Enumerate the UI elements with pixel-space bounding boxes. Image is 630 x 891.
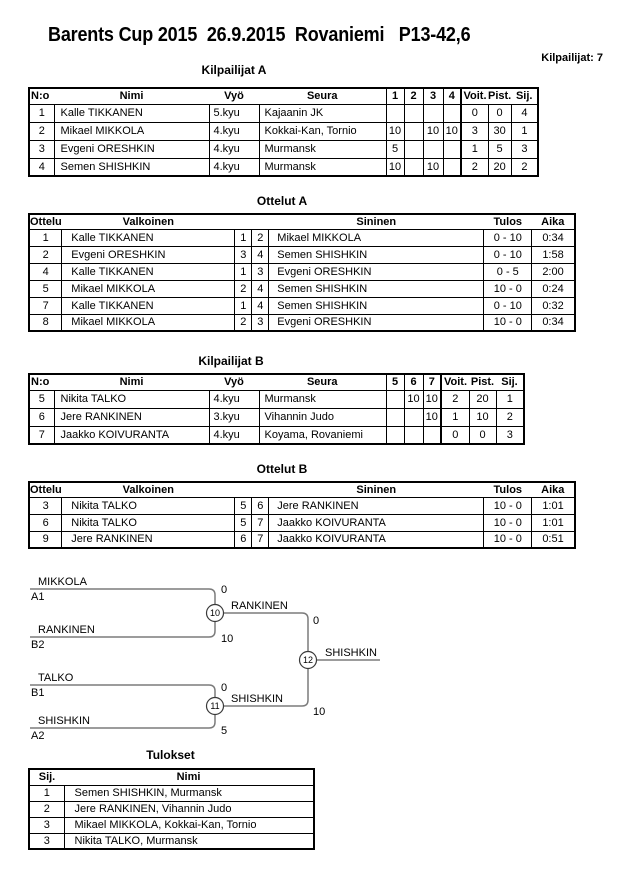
table-cell	[404, 408, 423, 426]
table-cell: 3	[252, 263, 269, 280]
table-cell: 3	[461, 122, 488, 140]
table-cell: Mikael MIKKOLA	[62, 280, 235, 297]
table-cell: 3	[496, 426, 524, 444]
table-row	[29, 263, 575, 280]
table-cell: Semen SHISHKIN	[269, 297, 484, 314]
table-cell: 4	[29, 158, 54, 176]
table-cell: 3.kyu	[209, 408, 259, 426]
table-header-row	[29, 482, 575, 497]
table-cell: Nikita TALKO	[62, 497, 235, 514]
bracket-entry-name: TALKO	[38, 672, 74, 684]
table-cell: 0 - 10	[484, 229, 532, 246]
table-cell	[443, 158, 461, 176]
column-header: 1	[386, 88, 404, 104]
bracket-match-number: 12	[302, 655, 314, 665]
table-cell: 6	[29, 514, 62, 531]
table-row	[29, 531, 575, 548]
table-row	[29, 408, 524, 426]
column-header: 3	[423, 88, 443, 104]
table-cell: 7	[252, 531, 269, 548]
table-cell	[404, 122, 423, 140]
bracket-seed-label: B1	[31, 687, 45, 699]
table-header-row	[29, 88, 538, 104]
table-cell: 3	[235, 246, 252, 263]
table-ottelut-b	[28, 481, 576, 549]
table-cell: Kalle TIKKANEN	[62, 263, 235, 280]
table-cell: 5	[488, 140, 511, 158]
table-cell: 0 - 10	[484, 297, 532, 314]
table-cell: 1	[441, 408, 469, 426]
table-cell: 20	[469, 390, 496, 408]
table-cell: 2	[29, 801, 64, 817]
table-cell: 2	[235, 314, 252, 331]
table-cell	[443, 104, 461, 122]
bracket-score: 0	[313, 615, 320, 627]
table-cell: 10	[386, 158, 404, 176]
table-cell: 2	[441, 390, 469, 408]
page-title: Barents Cup 2015 26.9.2015 Rovaniemi P13-42,6	[48, 24, 471, 46]
table-cell: 2	[252, 229, 269, 246]
table-cell: Evgeni ORESHKIN	[54, 140, 209, 158]
bracket-match-number: 11	[210, 701, 220, 711]
table-cell: 5	[386, 140, 404, 158]
bracket-seed-label: A2	[31, 730, 45, 742]
table-cell: 3	[29, 817, 64, 833]
table-cell: Vihannin Judo	[259, 408, 386, 426]
table-cell: 1	[461, 140, 488, 158]
table-cell: 4	[29, 263, 62, 280]
column-header: Vyö	[209, 88, 259, 104]
table-cell: Nikita TALKO	[54, 390, 209, 408]
table-cell: 2	[461, 158, 488, 176]
table-row	[29, 246, 575, 263]
table-cell: Nikita TALKO, Murmansk	[64, 833, 314, 849]
table-cell: 6	[29, 408, 54, 426]
table-row	[29, 314, 575, 331]
table-cell	[443, 140, 461, 158]
column-header: Nimi	[54, 88, 209, 104]
bracket-score: 0	[221, 682, 228, 694]
table-cell: Murmansk	[259, 390, 386, 408]
table-cell: 10	[404, 390, 423, 408]
bracket-seed-label: B2	[31, 639, 45, 651]
table-cell: 4	[252, 246, 269, 263]
table-row	[29, 426, 524, 444]
column-header: Sij.	[511, 88, 538, 104]
table-cell: 0	[461, 104, 488, 122]
table-cell: Evgeni ORESHKIN	[269, 314, 484, 331]
table-cell: 2:00	[532, 263, 575, 280]
table-cell	[423, 426, 441, 444]
column-header: Aika	[532, 482, 575, 497]
table-row	[29, 833, 314, 849]
table-cell: 4.kyu	[209, 122, 259, 140]
table-tulokset	[28, 768, 315, 850]
table-cell: 10 - 0	[484, 497, 532, 514]
column-header: Pist.	[469, 374, 496, 390]
column-header: Tulos	[484, 482, 532, 497]
table-cell: 10	[423, 122, 443, 140]
table-cell	[404, 104, 423, 122]
column-header: Sij.	[496, 374, 524, 390]
table-cell: 0	[488, 104, 511, 122]
column-header	[235, 214, 252, 229]
table-cell: 0	[469, 426, 496, 444]
table-row	[29, 104, 538, 122]
table-cell: Mikael MIKKOLA	[269, 229, 484, 246]
column-header: Pist.	[488, 88, 511, 104]
column-header	[235, 482, 252, 497]
table-cell: 1:58	[532, 246, 575, 263]
table-cell: 1	[235, 297, 252, 314]
column-header	[252, 482, 269, 497]
bracket-entry-name: SHISHKIN	[38, 715, 90, 727]
table-cell: 0:32	[532, 297, 575, 314]
table-cell: 3	[252, 314, 269, 331]
table-cell: 2	[29, 122, 54, 140]
table-cell: Kalle TIKKANEN	[62, 229, 235, 246]
table-cell: 0 - 10	[484, 246, 532, 263]
table-cell: 9	[29, 531, 62, 548]
table-cell: 20	[488, 158, 511, 176]
table-cell: 7	[29, 426, 54, 444]
table-cell	[386, 104, 404, 122]
table-row	[29, 514, 575, 531]
bracket-winner-name: SHISHKIN	[325, 647, 377, 659]
table-cell: 4.kyu	[209, 426, 259, 444]
table-cell: 1:01	[532, 497, 575, 514]
table-row	[29, 817, 314, 833]
column-header: Ottelu	[30, 483, 62, 496]
table-cell	[386, 390, 404, 408]
table-cell: 0:34	[532, 314, 575, 331]
table-cell: 2	[235, 280, 252, 297]
column-header: 5	[386, 374, 404, 390]
table-row	[29, 158, 538, 176]
bracket-score: 10	[313, 706, 326, 718]
table-cell: 5	[29, 280, 62, 297]
column-header: Voit.	[461, 88, 488, 104]
column-header: Valkoinen	[62, 214, 235, 229]
table-cell: 7	[252, 514, 269, 531]
table-cell: Mikael MIKKOLA	[62, 314, 235, 331]
section-heading-ottelut-b: Ottelut B	[256, 462, 308, 476]
column-header: Nimi	[54, 374, 209, 390]
column-header: Sininen	[269, 214, 484, 229]
table-cell: Semen SHISHKIN	[269, 280, 484, 297]
table-cell: 30	[488, 122, 511, 140]
table-cell: Semen SHISHKIN	[269, 246, 484, 263]
table-header-row	[29, 769, 314, 785]
table-cell	[423, 104, 443, 122]
table-cell	[386, 408, 404, 426]
table-cell: 6	[235, 531, 252, 548]
table-cell: 3	[29, 497, 62, 514]
table-row	[29, 785, 314, 801]
table-cell: 0	[441, 426, 469, 444]
table-cell	[423, 140, 443, 158]
section-heading-kilpailijat-b: Kilpailijat B	[198, 354, 264, 368]
bracket-score: 10	[221, 633, 234, 645]
bracket-score: 5	[221, 725, 228, 737]
section-heading-ottelut-a: Ottelut A	[256, 194, 308, 208]
table-row	[29, 801, 314, 817]
column-header: 6	[404, 374, 423, 390]
table-cell: 10	[423, 158, 443, 176]
table-cell: Kokkai-Kan, Tornio	[259, 122, 386, 140]
table-header-row	[29, 214, 575, 229]
column-header: Sininen	[269, 482, 484, 497]
table-cell: Jaakko KOIVURANTA	[269, 531, 484, 548]
column-header: Aika	[532, 214, 575, 229]
column-header: Valkoinen	[62, 482, 235, 497]
table-cell: 5	[235, 514, 252, 531]
column-header: Sij.	[29, 769, 64, 785]
bracket-winner-name: RANKINEN	[231, 600, 288, 612]
table-cell: 10	[423, 390, 441, 408]
column-header: Nimi	[64, 769, 314, 785]
table-cell: Mikael MIKKOLA, Kokkai-Kan, Tornio	[64, 817, 314, 833]
column-header: 2	[404, 88, 423, 104]
table-cell	[404, 158, 423, 176]
table-cell: 1	[235, 229, 252, 246]
table-cell: 0:34	[532, 229, 575, 246]
table-cell: 1	[29, 104, 54, 122]
bracket-entry-name: RANKINEN	[38, 624, 95, 636]
bracket-winner-name: SHISHKIN	[231, 693, 283, 705]
table-row	[29, 390, 524, 408]
table-row	[29, 297, 575, 314]
table-ottelut-a	[28, 213, 576, 332]
column-header	[252, 214, 269, 229]
bracket-score: 0	[221, 584, 228, 596]
column-header: Tulos	[484, 214, 532, 229]
table-cell: 0:51	[532, 531, 575, 548]
table-cell: 1:01	[532, 514, 575, 531]
table-cell: Semen SHISHKIN	[54, 158, 209, 176]
section-heading-kilpailijat-a: Kilpailijat A	[201, 63, 267, 77]
table-cell: 0 - 5	[484, 263, 532, 280]
table-cell: 3	[29, 140, 54, 158]
table-row	[29, 229, 575, 246]
table-cell: Jere RANKINEN	[54, 408, 209, 426]
table-cell: 2	[29, 246, 62, 263]
column-header: N:o	[29, 88, 54, 104]
table-cell: 4	[511, 104, 538, 122]
column-header: Voit.	[441, 374, 469, 390]
table-cell: 1	[29, 229, 62, 246]
table-row	[29, 280, 575, 297]
table-cell: Nikita TALKO	[62, 514, 235, 531]
bracket-match-number: 10	[209, 608, 221, 618]
table-cell: Evgeni ORESHKIN	[269, 263, 484, 280]
table-cell: 5	[235, 497, 252, 514]
table-cell: 5	[29, 390, 54, 408]
column-header: Seura	[259, 374, 386, 390]
column-header: N:o	[29, 374, 54, 390]
column-header: Vyö	[209, 374, 259, 390]
table-cell: Mikael MIKKOLA	[54, 122, 209, 140]
table-row	[29, 122, 538, 140]
column-header: Ottelu	[30, 215, 62, 228]
table-cell: 10 - 0	[484, 314, 532, 331]
table-header-row	[29, 374, 524, 390]
table-cell: 10 - 0	[484, 280, 532, 297]
table-cell: 3	[29, 833, 64, 849]
table-cell: 10	[423, 408, 441, 426]
table-cell: 0:24	[532, 280, 575, 297]
table-cell: 1	[511, 122, 538, 140]
table-cell: Murmansk	[259, 140, 386, 158]
competitors-count-label: Kilpailijat: 7	[541, 52, 603, 64]
table-cell: 2	[511, 158, 538, 176]
column-header: 7	[423, 374, 441, 390]
table-row	[29, 140, 538, 158]
table-cell: 4	[252, 280, 269, 297]
table-cell: 5.kyu	[209, 104, 259, 122]
table-row	[29, 497, 575, 514]
table-cell: 10 - 0	[484, 531, 532, 548]
table-cell: 4.kyu	[209, 390, 259, 408]
table-cell: Murmansk	[259, 158, 386, 176]
tournament-bracket-diagram	[0, 565, 630, 775]
table-cell: Semen SHISHKIN, Murmansk	[64, 785, 314, 801]
table-cell: Jere RANKINEN	[269, 497, 484, 514]
table-cell: 10	[443, 122, 461, 140]
table-cell: Kalle TIKKANEN	[62, 297, 235, 314]
column-header: Seura	[259, 88, 386, 104]
table-cell: Jaakko KOIVURANTA	[54, 426, 209, 444]
table-cell: 2	[496, 408, 524, 426]
table-cell: 6	[252, 497, 269, 514]
table-cell: 3	[511, 140, 538, 158]
table-cell: Jere RANKINEN	[62, 531, 235, 548]
table-cell: 1	[235, 263, 252, 280]
table-cell: 4.kyu	[209, 158, 259, 176]
table-cell: 4	[252, 297, 269, 314]
table-kilpailijat-a	[28, 87, 539, 177]
bracket-seed-label: A1	[31, 591, 45, 603]
section-heading-tulokset: Tulokset	[146, 748, 195, 762]
table-cell: Koyama, Rovaniemi	[259, 426, 386, 444]
table-cell: 1	[496, 390, 524, 408]
table-cell: Evgeni ORESHKIN	[62, 246, 235, 263]
table-cell	[404, 426, 423, 444]
table-cell: 10	[386, 122, 404, 140]
table-cell: 10 - 0	[484, 514, 532, 531]
table-cell: 10	[469, 408, 496, 426]
bracket-entry-name: MIKKOLA	[38, 576, 87, 588]
table-kilpailijat-b	[28, 373, 525, 445]
table-cell: 8	[29, 314, 62, 331]
table-cell: 4.kyu	[209, 140, 259, 158]
table-cell	[386, 426, 404, 444]
table-cell	[404, 140, 423, 158]
table-cell: 7	[29, 297, 62, 314]
column-header: 4	[443, 88, 461, 104]
table-cell: Kajaanin JK	[259, 104, 386, 122]
table-cell: Jaakko KOIVURANTA	[269, 514, 484, 531]
table-cell: Kalle TIKKANEN	[54, 104, 209, 122]
table-cell: Jere RANKINEN, Vihannin Judo	[64, 801, 314, 817]
table-cell: 1	[29, 785, 64, 801]
